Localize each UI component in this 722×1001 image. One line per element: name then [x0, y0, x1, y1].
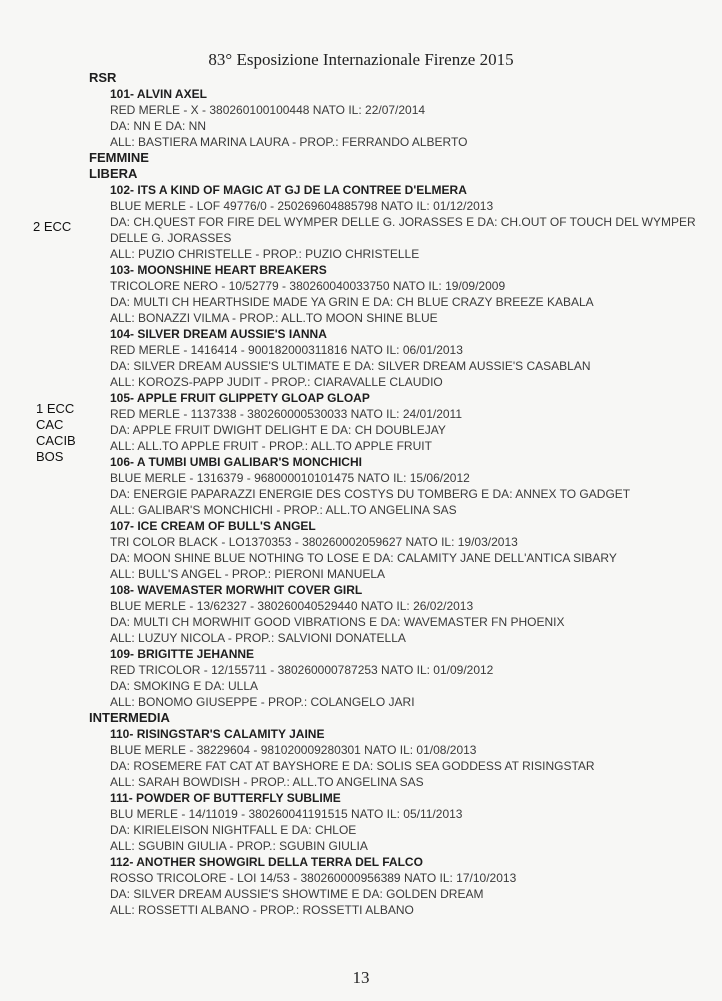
entry-title: 109- BRIGITTE JEHANNE [110, 647, 255, 661]
entry-line: ALL: ALL.TO APPLE FRUIT - PROP.: ALL.TO APPLE FRUIT [110, 439, 432, 453]
entry-line: DA: NN E DA: NN [110, 119, 207, 133]
entry-line: TRICOLORE NERO - 10/52779 - 380260040033750 NATO IL: 19/09/2009 [110, 279, 506, 293]
entry-line: BLUE MERLE - 1316379 - 968000010101475 NATO IL: 15/06/2012 [110, 471, 470, 485]
entry-line: DA: MULTI CH HEARTHSIDE MADE YA GRIN E DA: CH BLUE CRAZY BREEZE KABALA [110, 295, 594, 309]
award-note-105-3: CACIB [36, 433, 76, 448]
catalog-entry-101 [110, 86, 719, 150]
award-note-102: 2 ECC [33, 219, 72, 234]
catalog-entry-108 [110, 582, 719, 646]
entry-line: DA: SMOKING E DA: ULLA [110, 679, 259, 693]
entry-line: DA: CH.QUEST FOR FIRE DEL WYMPER DELLE G. JORASSES E DA: CH.OUT OF TOUCH DEL WYMPER DELLE G. JORASSES [110, 215, 696, 245]
entry-line: DA: MOON SHINE BLUE NOTHING TO LOSE E DA: CALAMITY JANE DELL'ANTICA SIBARY [110, 551, 617, 565]
entry-line: BLUE MERLE - LOF 49776/0 - 250269604885798 NATO IL: 01/12/2013 [110, 199, 494, 213]
entry-line: DA: MULTI CH MORWHIT GOOD VIBRATIONS E DA: WAVEMASTER FN PHOENIX [110, 615, 565, 629]
entry-line: ROSSO TRICOLORE - LOI 14/53 - 380260000956389 NATO IL: 17/10/2013 [110, 871, 517, 885]
entry-line: ALL: ROSSETTI ALBANO - PROP.: ROSSETTI ALBANO [110, 903, 414, 917]
entry-line: ALL: LUZUY NICOLA - PROP.: SALVIONI DONATELLA [110, 631, 406, 645]
entry-title: 103- MOONSHINE HEART BREAKERS [110, 263, 327, 277]
section-heading: RSR [89, 70, 117, 85]
entry-line: RED MERLE - 1416414 - 900182000311816 NATO IL: 06/01/2013 [110, 343, 463, 357]
entry-title: 102- ITS A KIND OF MAGIC AT GJ DE LA CONTREE D'ELMERA [110, 183, 467, 197]
page-title: 83° Esposizione Internazionale Firenze 2015 [208, 50, 514, 69]
page-number: 13 [352, 968, 370, 987]
entry-title: 108- WAVEMASTER MORWHIT COVER GIRL [110, 583, 363, 597]
entry-line: ALL: BONOMO GIUSEPPE - PROP.: COLANGELO JARI [110, 695, 415, 709]
award-note-105-4: BOS [36, 449, 64, 464]
entry-line: DA: APPLE FRUIT DWIGHT DELIGHT E DA: CH DOUBLEJAY [110, 423, 446, 437]
entry-title: 111- POWDER OF BUTTERFLY SUBLIME [110, 791, 341, 805]
entry-line: ALL: SARAH BOWDISH - PROP.: ALL.TO ANGELINA SAS [110, 775, 424, 789]
entry-line: BLUE MERLE - 38229604 - 981020009280301 NATO IL: 01/08/2013 [110, 743, 477, 757]
entry-line: ALL: KOROZS-PAPP JUDIT - PROP.: CIARAVALLE CLAUDIO [110, 375, 443, 389]
entry-line: ALL: GALIBAR'S MONCHICHI - PROP.: ALL.TO ANGELINA SAS [110, 503, 457, 517]
award-note-105-1: 1 ECC [36, 401, 75, 416]
section-heading: LIBERA [89, 166, 138, 181]
entry-title: 107- ICE CREAM OF BULL'S ANGEL [110, 519, 316, 533]
entry-line: DA: SILVER DREAM AUSSIE'S SHOWTIME E DA: GOLDEN DREAM [110, 887, 484, 901]
catalog-entry-112 [110, 854, 719, 918]
entry-line: ALL: BASTIERA MARINA LAURA - PROP.: FERRANDO ALBERTO [110, 135, 468, 149]
entry-line: BLUE MERLE - 13/62327 - 380260040529440 NATO IL: 26/02/2013 [110, 599, 474, 613]
entry-line: BLU MERLE - 14/11019 - 380260041191515 NATO IL: 05/11/2013 [110, 807, 463, 821]
entry-line: RED MERLE - 1137338 - 380260000530033 NATO IL: 24/01/2011 [110, 407, 463, 421]
catalog-entry-111 [110, 790, 719, 854]
entry-title: 105- APPLE FRUIT GLIPPETY GLOAP GLOAP [110, 391, 370, 405]
entry-title: 110- RISINGSTAR'S CALAMITY JAINE [110, 727, 325, 741]
entry-line: ALL: BONAZZI VILMA - PROP.: ALL.TO MOON SHINE BLUE [110, 311, 438, 325]
entry-line: ALL: BULL'S ANGEL - PROP.: PIERONI MANUELA [110, 567, 386, 581]
entry-title: 112- ANOTHER SHOWGIRL DELLA TERRA DEL FALCO [110, 855, 423, 869]
catalog-entry-109 [110, 646, 719, 710]
entry-line: DA: SILVER DREAM AUSSIE'S ULTIMATE E DA: SILVER DREAM AUSSIE'S CASABLAN [110, 359, 591, 373]
entry-line: DA: ENERGIE PAPARAZZI ENERGIE DES COSTYS DU TOMBERG E DA: ANNEX TO GADGET [110, 487, 631, 501]
catalog-entry-103 [110, 262, 719, 326]
entry-title: 104- SILVER DREAM AUSSIE'S IANNA [110, 327, 327, 341]
entry-line: RED TRICOLOR - 12/155711 - 380260000787253 NATO IL: 01/09/2012 [110, 663, 494, 677]
catalog-entry-105 [110, 390, 719, 454]
catalog-entry-104 [110, 326, 719, 390]
catalog-entry-107 [110, 518, 719, 582]
section-heading: INTERMEDIA [89, 710, 170, 725]
entry-line: DA: KIRIELEISON NIGHTFALL E DA: CHLOE [110, 823, 357, 837]
entry-title: 106- A TUMBI UMBI GALIBAR'S MONCHICHI [110, 455, 362, 469]
catalog-entry-110 [110, 726, 719, 790]
section-heading: FEMMINE [89, 150, 149, 165]
award-note-105-2: CAC [36, 417, 64, 432]
catalog-entry-106 [110, 454, 719, 518]
entry-title: 101- ALVIN AXEL [110, 87, 207, 101]
entry-line: ALL: SGUBIN GIULIA - PROP.: SGUBIN GIULIA [110, 839, 368, 853]
entry-line: ALL: PUZIO CHRISTELLE - PROP.: PUZIO CHRISTELLE [110, 247, 420, 261]
catalog-content [89, 70, 719, 918]
entry-line: RED MERLE - X - 380260100100448 NATO IL: 22/07/2014 [110, 103, 426, 117]
entry-line: TRI COLOR BLACK - LO1370353 - 380260002059627 NATO IL: 19/03/2013 [110, 535, 518, 549]
entry-line: DA: ROSEMERE FAT CAT AT BAYSHORE E DA: SOLIS SEA GODDESS AT RISINGSTAR [110, 759, 595, 773]
catalog-entry-102 [110, 182, 719, 262]
